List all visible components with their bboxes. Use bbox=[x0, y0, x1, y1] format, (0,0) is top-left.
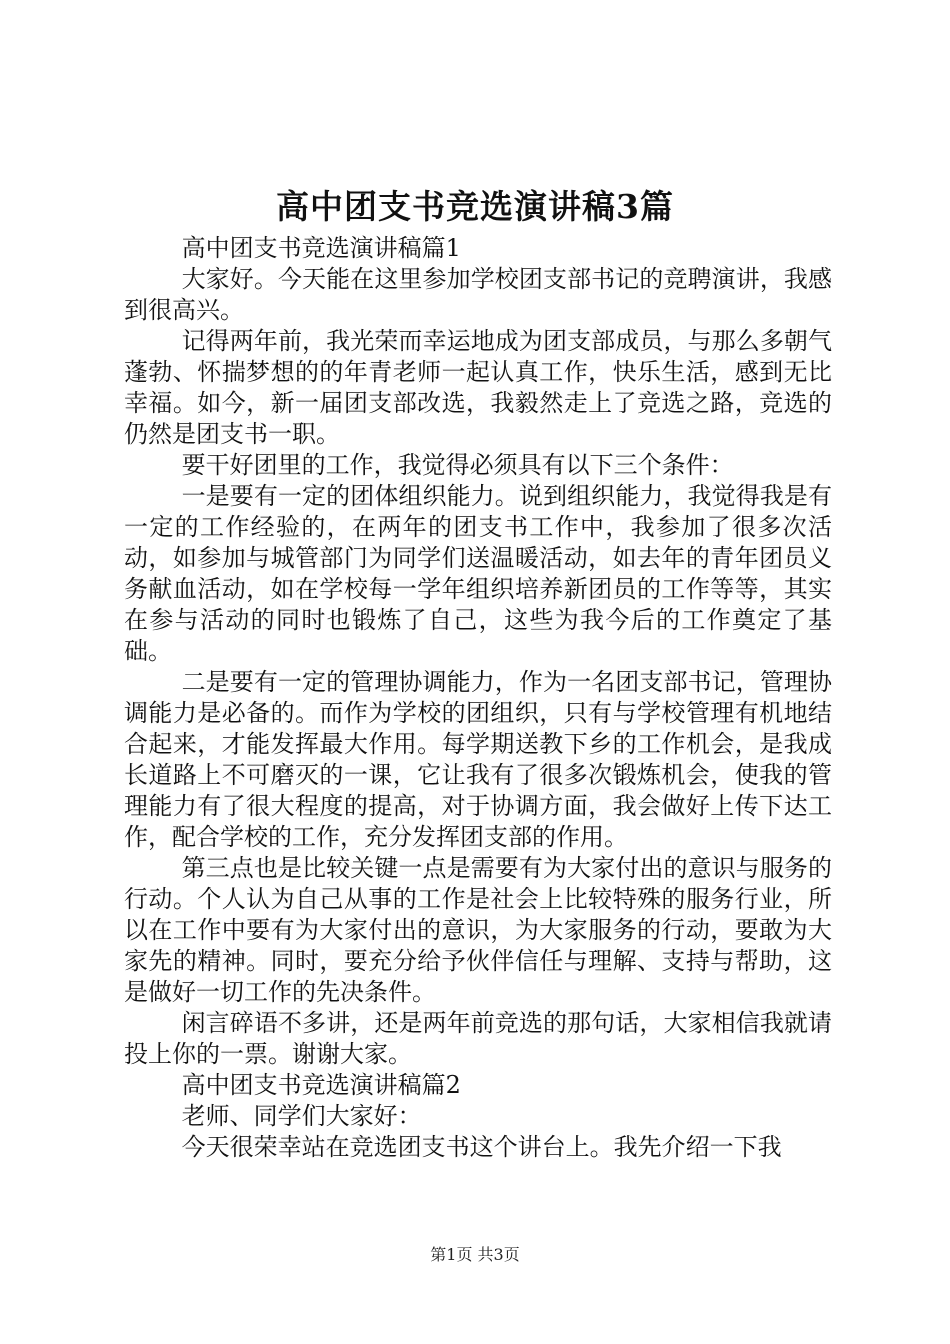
paragraph-memory: 记得两年前，我光荣而幸运地成为团支部成员，与那么多朝气蓬勃、怀揣梦想的的年青老师一起认真工作，快乐生活，感到无比幸福。如今，新一届团支部改选，我毅然走上了竞选之路，竞选的仍然是团支书一职。 bbox=[124, 327, 832, 448]
paragraph-condition-1: 一是要有一定的团体组织能力。说到组织能力，我觉得我是有一定的工作经验的，在两年的团支书工作中，我参加了很多次活动，如参加与城管部门为同学们送温暖活动，如去年的青年团员义务献血活动，如在学校每一学年组织培养新团员的工作等等，其实在参与活动的同时也锻炼了自己，这些为我今后的工作奠定了基础。 bbox=[124, 482, 832, 665]
paragraph-closing: 闲言碎语不多讲，还是两年前竞选的那句话，大家相信我就请投上你的一票。谢谢大家。 bbox=[124, 1009, 832, 1068]
paragraph-condition-2: 二是要有一定的管理协调能力，作为一名团支部书记，管理协调能力是必备的。而作为学校的团组织，只有与学校管理有机地结合起来，才能发挥最大作用。每学期送教下乡的工作机会，是我成长道路上不可磨灭的一课，它让我有了很多次锻炼机会，使我的管理能力有了很大程度的提高，对于协调方面，我会做好上传下达工作，配合学校的工作，充分发挥团支部的作用。 bbox=[124, 668, 832, 851]
paragraph-intro: 今天很荣幸站在竞选团支书这个讲台上。我先介绍一下我 bbox=[181, 1133, 782, 1161]
section-heading-1: 高中团支书竞选演讲稿篇1 bbox=[181, 234, 461, 262]
paragraph-condition-3: 第三点也是比较关键一点是需要有为大家付出的意识与服务的行动。个人认为自己从事的工作是社会上比较特殊的服务行业，所以在工作中要有为大家付出的意识，为大家服务的行动，要敢为大家先的精神。同时，要充分给予伙伴信任与理解、支持与帮助，这是做好一切工作的先决条件。 bbox=[124, 854, 832, 1006]
paragraph-salutation: 老师、同学们大家好： bbox=[181, 1102, 422, 1130]
document-body bbox=[124, 233, 832, 1163]
section-heading-2: 高中团支书竞选演讲稿篇2 bbox=[181, 1071, 461, 1099]
page-footer: 第1页 共3页 bbox=[430, 1245, 520, 1264]
paragraph-conditions-intro: 要干好团里的工作，我觉得必须具有以下三个条件： bbox=[181, 451, 734, 479]
paragraph-greeting: 大家好。今天能在这里参加学校团支部书记的竞聘演讲，我感到很高兴。 bbox=[124, 265, 832, 324]
document-title: 高中团支书竞选演讲稿3篇 bbox=[276, 187, 674, 226]
